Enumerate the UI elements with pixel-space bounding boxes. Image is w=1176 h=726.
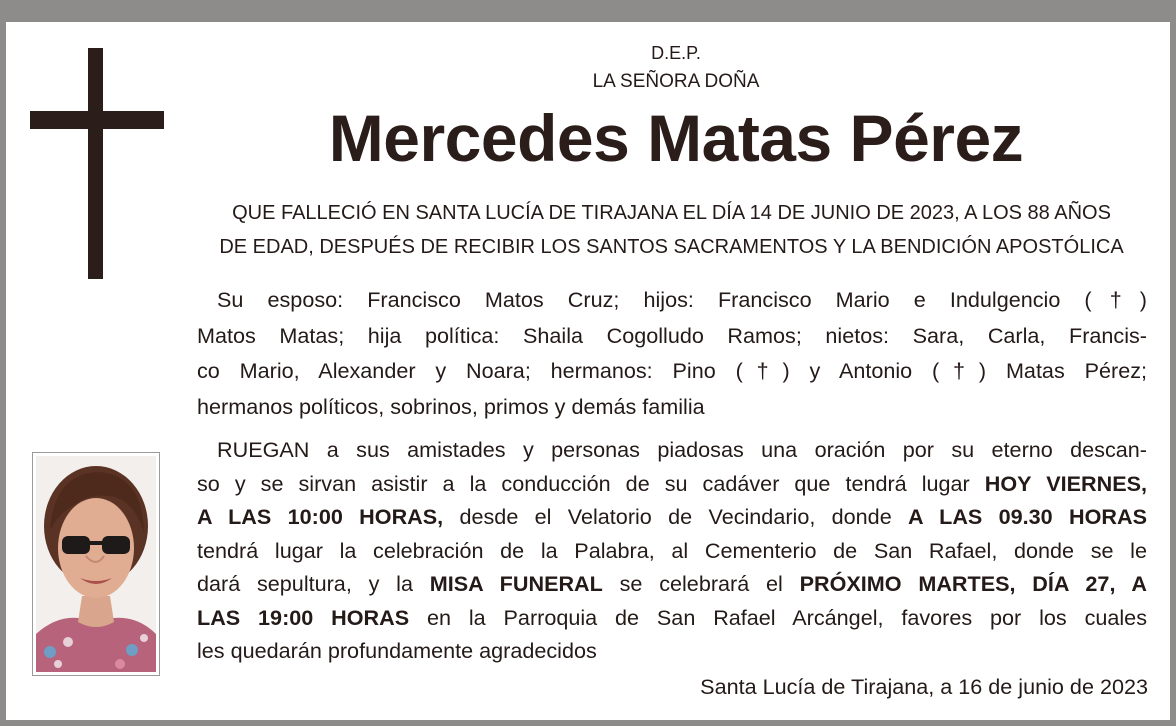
announcement-line: QUE FALLECIÓ EN SANTA LUCÍA DE TIRAJANA EL DÍA 14 DE JUNIO DE 2023, A LOS 88 AÑOS [232,202,1111,224]
announcement-line: DE EDAD, DESPUÉS DE RECIBIR LOS SANTOS SACRAMENTOS Y LA BENDICIÓN APOSTÓLICA [219,236,1124,258]
request-line [197,601,1147,635]
request-line: RUEGAN a sus amistades y personas piadosas una oración por su eterno descan- [217,437,1147,462]
request-text: dará sepultura, y la [197,571,430,596]
request-line: tendrá lugar la celebración de la Palabra, al Cementerio de San Rafael, donde se le [197,537,1147,563]
request-line [197,467,1147,501]
request-line [197,567,1147,601]
request-line: les quedarán profundamente agradecidos [197,638,597,663]
request-text: en la Parroquia de San Rafael Arcángel, favores por los cuales [409,604,1147,630]
portrait-image [36,456,156,672]
death-announcement [194,196,1149,264]
family-line: Matos Matas; hija política: Shaila Cogolludo Ramos; nietos: Sara, Carla, Francis- [197,322,1147,348]
family-line: Su esposo: Francisco Matos Cruz; hijos: Francisco Mario e Indulgencio (†) [217,287,1147,312]
place-date-signoff: Santa Lucía de Tirajana, a 16 de junio de 2023 [700,674,1148,699]
deceased-name: Mercedes Matas Pérez [328,101,1024,175]
portrait-photo [32,452,160,676]
family-line: hermanos políticos, sobrinos, primos y demás familia [197,393,705,419]
request-emphasis: LAS 19:00 HORAS [197,604,410,630]
request-emphasis: PRÓXIMO MARTES, DÍA 27, A [799,571,1148,596]
request-text: se celebrará el [602,571,800,596]
request-emphasis: HOY VIERNES, [984,470,1147,496]
family-line: co Mario, Alexander y Noara; hermanos: Pino (†) y Antonio (†) Matas Pérez; [197,358,1147,383]
request-text: so y se sirvan asistir a la conducción de su cadáver que tendrá lugar [197,470,985,496]
family-paragraph [197,282,1147,424]
request-emphasis: A LAS 09.30 HORAS [908,504,1148,529]
request-text: desde el Velatorio de Vecindario, donde [443,504,909,529]
request-paragraph [197,433,1147,668]
obituary-notice [6,22,1170,720]
cross-horizontal-bar [30,111,164,129]
honorific-line: LA SEÑORA DOÑA [592,71,760,92]
request-line [197,500,1147,534]
request-emphasis: MISA FUNERAL [429,571,603,596]
request-emphasis: A LAS 10:00 HORAS, [197,504,444,529]
dep-heading: D.E.P. [651,43,701,63]
cross-vertical-bar [88,48,103,279]
